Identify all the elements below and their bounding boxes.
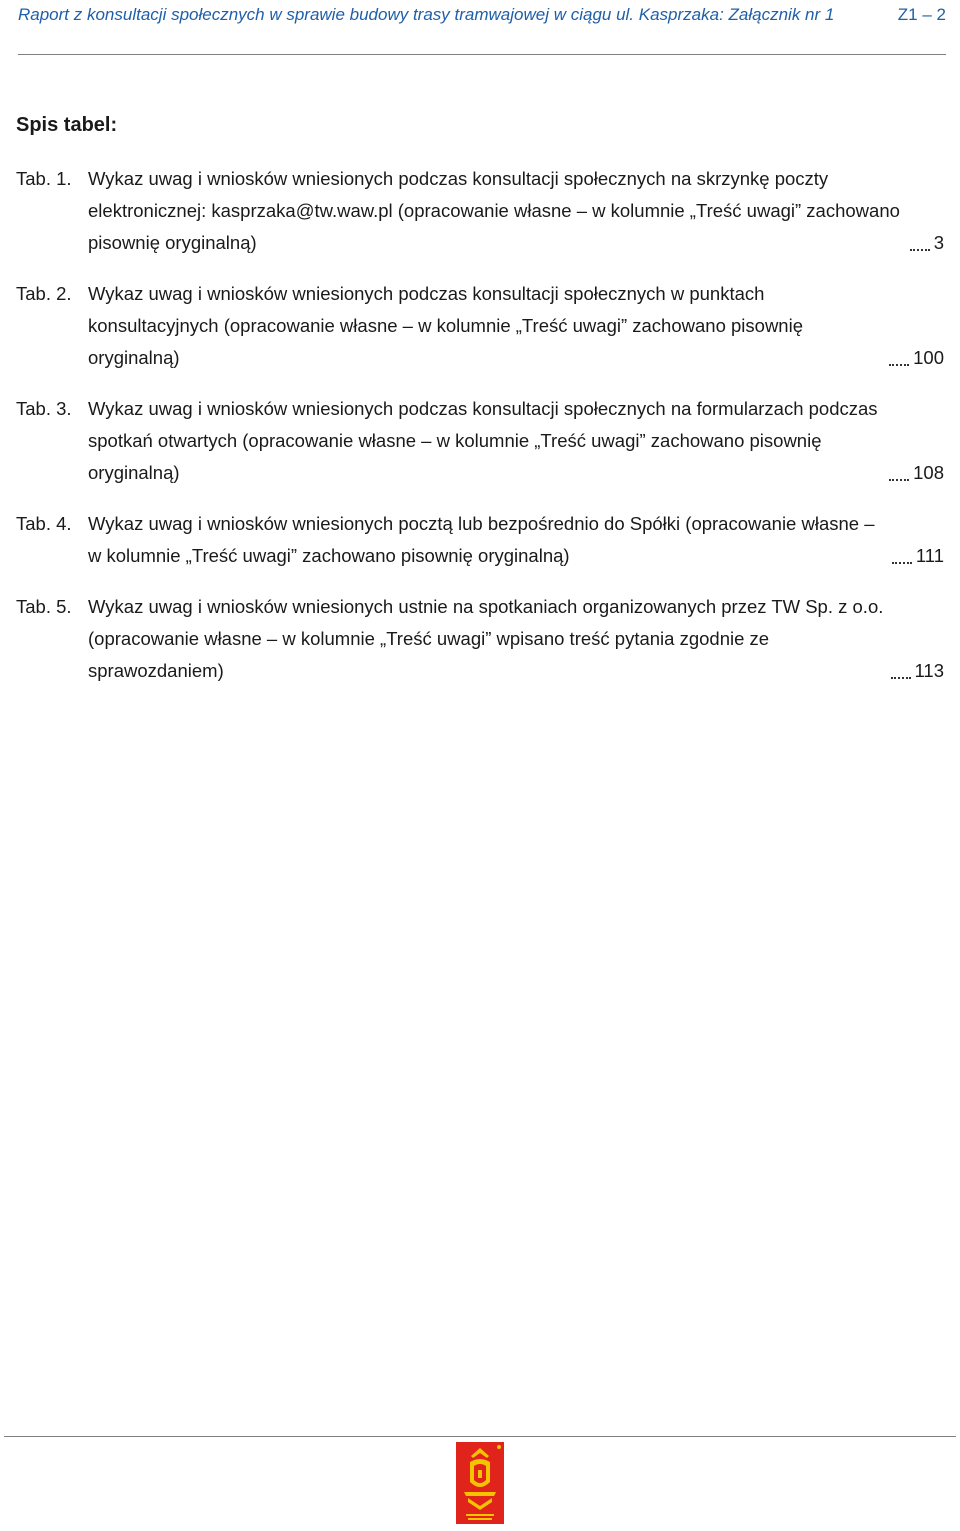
toc-entry-text: Wykaz uwag i wniosków wniesionych pocztą lub bezpośrednio do Spółki (opracowanie własne – w kolumnie „Treść uwagi” zachowano pisownię oryginalną) [88, 513, 875, 566]
toc-entry-tab-5[interactable] [16, 591, 944, 687]
toc-entry-label: Tab. 4. [16, 513, 72, 534]
toc-entry-text: Wykaz uwag i wniosków wniesionych podczas konsultacji społecznych na formularzach podczas spotkań otwartych (opracowanie własne – w kolumnie „Treść uwagi” zachowano pisownię oryginalną) [88, 398, 878, 483]
toc-dot-leader [892, 561, 912, 564]
toc-dot-leader [889, 478, 909, 481]
toc-entry-tab-2[interactable] [16, 278, 944, 374]
toc-dot-leader [889, 363, 909, 366]
toc-entry-page: 111 [915, 545, 944, 566]
toc-entry-label: Tab. 3. [16, 398, 72, 419]
toc-entry-label: Tab. 5. [16, 596, 72, 617]
toc-entry-page: 3 [933, 232, 944, 253]
footer-rule [4, 1436, 956, 1437]
header-page-number: Z1 – 2 [897, 5, 946, 24]
toc-entry-label: Tab. 2. [16, 283, 72, 304]
toc-entry-page: 113 [914, 660, 944, 681]
toc-entry-label: Tab. 1. [16, 168, 72, 189]
toc-list [16, 163, 944, 706]
toc-dot-leader [891, 676, 911, 679]
toc-dot-leader [910, 248, 930, 251]
toc-entry-tab-1[interactable] [16, 163, 944, 259]
toc-entry-text: Wykaz uwag i wniosków wniesionych podczas konsultacji społecznych w punktach konsultacyjnych (opracowanie własne – w kolumnie „Treść uwagi” zachowano pisownię oryginalną) [88, 283, 803, 368]
tramwaje-warszawskie-logo-icon [456, 1442, 504, 1524]
toc-entry-page: 100 [913, 347, 944, 368]
toc-entry-tab-4[interactable] [16, 508, 944, 572]
toc-entry-tab-3[interactable] [16, 393, 944, 489]
header-title: Raport z konsultacji społecznych w sprawie budowy trasy tramwajowej w ciągu ul. Kasprzaka: Załącznik nr 1 [18, 5, 835, 24]
toc-entry-page: 108 [913, 462, 944, 483]
toc-entry-text: Wykaz uwag i wniosków wniesionych ustnie na spotkaniach organizowanych przez TW Sp. z o.o. (opracowanie własne – w kolumnie „Treść uwagi” wpisano treść pytania zgodnie ze sprawozdaniem) [88, 596, 884, 681]
toc-heading: Spis tabel: [16, 114, 118, 136]
toc-entry-text: Wykaz uwag i wniosków wniesionych podczas konsultacji społecznych na skrzynkę poczty elektronicznej: kasprzaka@tw.waw.pl (opracowanie własne – w kolumnie „Treść uwagi” zachowano pisownię oryginalną) [88, 168, 900, 253]
page-header [18, 2, 946, 55]
